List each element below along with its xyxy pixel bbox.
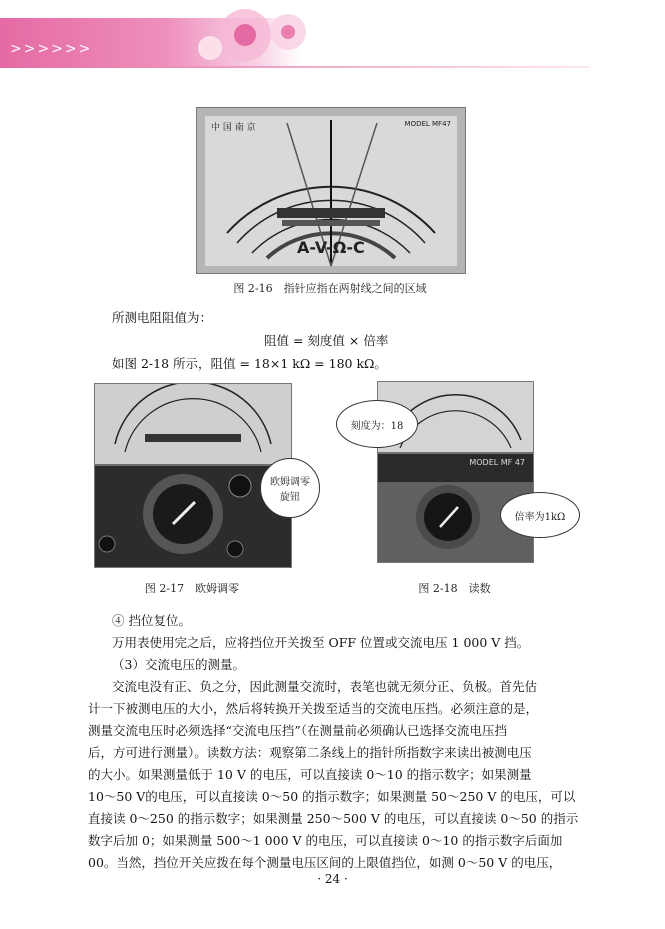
resistance-example-line: 如图 2-18 所示，阻值 = 18×1 kΩ = 180 kΩ。 [112,356,387,371]
ac-voltage-para-line: 计一下被测电压的大小，然后将转换开关拨至适当的交流电压挡。必须注意的是， [88,701,539,716]
gear-decoration-icon [190,0,330,70]
resistance-intro-line: 所测电阻阻值为： [112,310,213,325]
ac-voltage-para-line: 10～50 V的电压，可以直接读 0～50 的指示数字；如果测量 50～250 V 的电压，可以 [88,789,576,804]
ac-voltage-para-line: 数字后加 0；如果测量 500～1 000 V 的电压，可以直接读 0～10 的指示数字后面加 [88,833,563,848]
ac-voltage-para-line: 直接读 0～250 的指示数字；如果测量 250～500 V 的电压，可以直接读 0～50 的指示 [88,811,579,826]
ac-voltage-para-line: 交流电没有正、负之分，因此测量交流时，表笔也就无须分正、负极。首先估 [112,679,538,694]
ac-voltage-para-line: 00。当然，挡位开关应拨在每个测量电压区间的上限值挡位，如测 0～50 V 的电压， [88,855,562,870]
resistance-formula: 阻值 = 刻度值 × 倍率 [264,333,389,348]
page-header [0,0,665,78]
figure-2-16-photo [196,107,466,274]
step-reset-text: 万用表使用完之后，应将挡位开关拨至 OFF 位置或交流电压 1 000 V 挡。 [112,635,530,650]
figure-2-16-caption: 图 2-16 指针应指在两射线之间的区域 [233,282,427,295]
reading-meter-model: MODEL MF 47 [469,458,525,467]
ac-voltage-para-line: 的大小。如果测量低于 10 V 的电压，可以直接读 0～10 的指示数字；如果测量 [88,767,532,782]
ac-voltage-para-line: 测量交流电压时必须选择“交流电压挡”（在测量前必须确认已选择交流电压挡 [88,723,508,738]
multiplier-callout: 倍率为1kΩ [500,492,580,538]
ac-voltage-para-line: 后，方可进行测量）。读数方法：观察第二条线上的指针所指数字来读出被测电压 [88,745,532,760]
meter-brand: 中 国 南 京 [211,123,256,133]
scale-reading-callout: 刻度为：18 [336,400,418,448]
ac-voltage-heading: （3）交流电压的测量。 [112,657,245,672]
figure-2-17-caption: 图 2-17 欧姆调零 [144,582,240,595]
page-number: · 24 · [317,872,348,886]
header-chevrons: >>>>>> [10,41,93,57]
ohm-zero-knob-callout: 欧姆调零旋钮 [260,458,320,518]
meter-model: MODEL MF47 [404,120,451,128]
figure-2-18-caption: 图 2-18 读数 [418,582,491,595]
step-reset-heading: ④ 挡位复位。 [112,613,191,628]
meter-bottom-label: A-V-Ω-C [297,238,365,257]
